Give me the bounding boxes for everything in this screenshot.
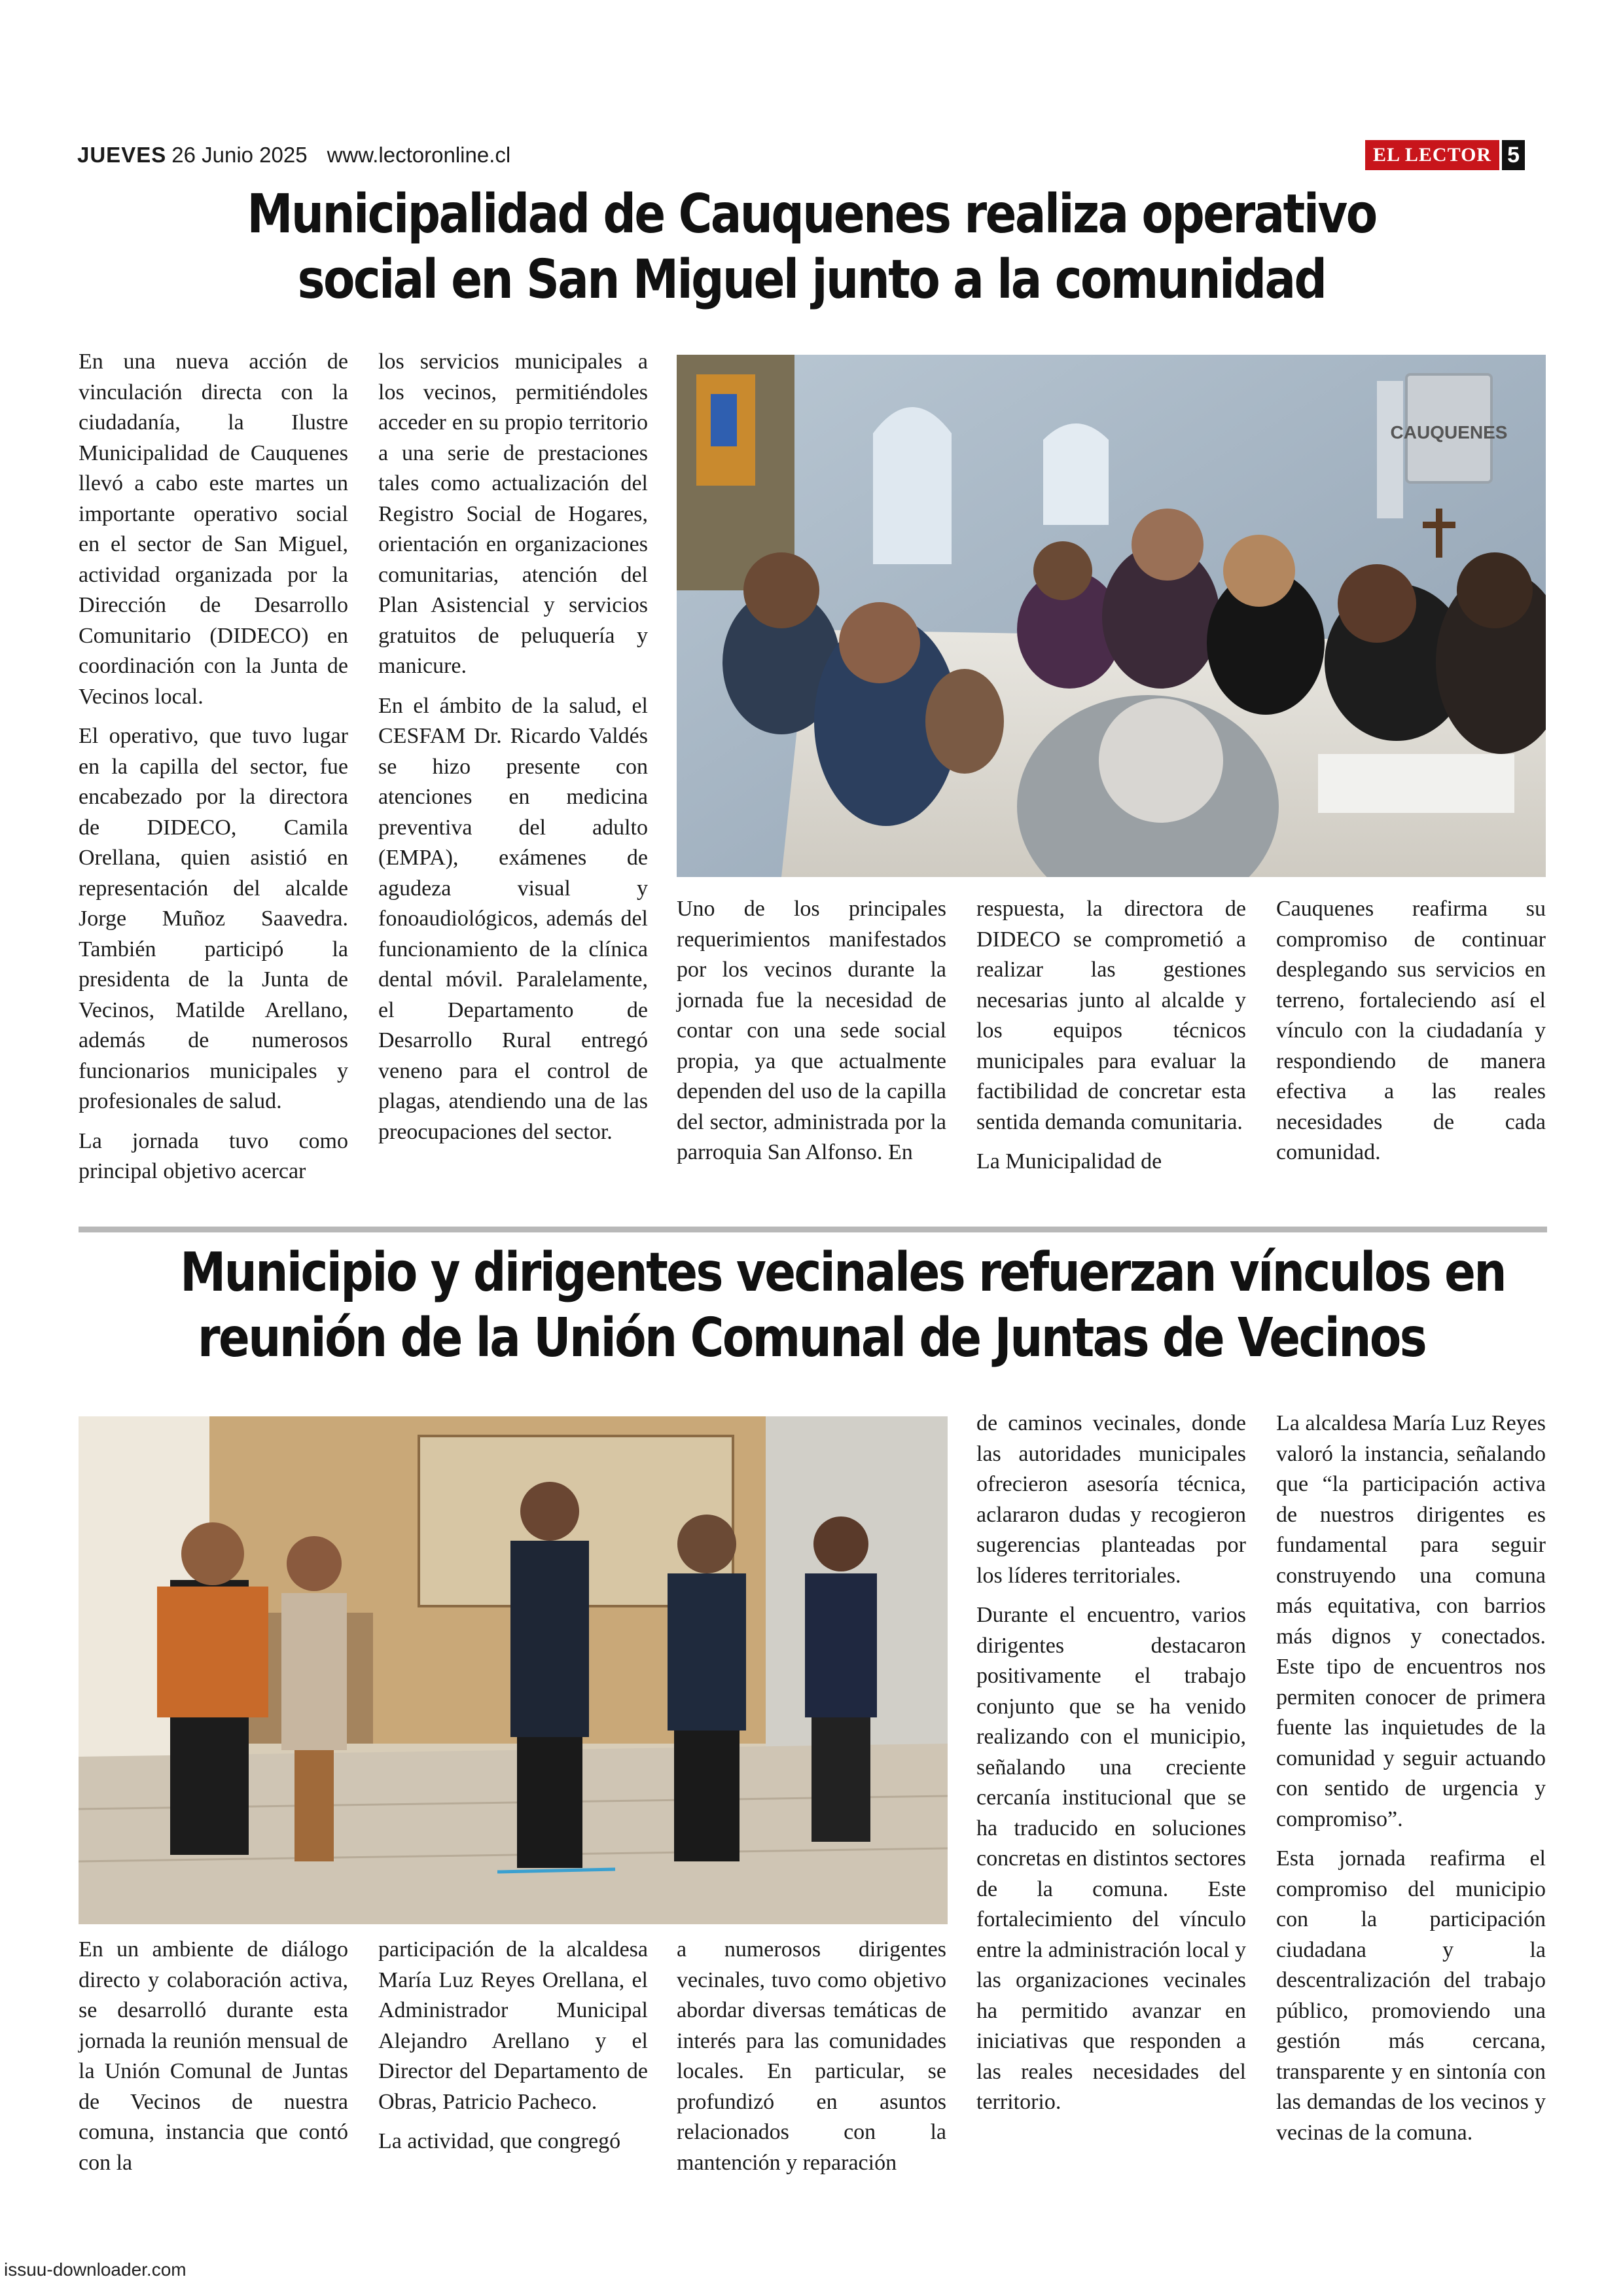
paragraph: En una nueva acción de vinculación directa con la ciudadanía, la Ilustre Municipalidad de Cauquenes llevó a cabo este martes un importante operativo social en el sector de San Miguel, actividad organizada por la Dirección de Desarrollo Comunitario (DIDECO) en coordinación con la Junta de Vecinos local. — [79, 350, 348, 709]
article2-column-3 — [677, 1935, 946, 2187]
section-divider — [79, 1227, 1547, 1232]
paragraph: Durante el encuentro, varios dirigentes destacaron positivamente el trabajo conjunto que se ha venido realizando con el municipio, señalando una creciente cercanía institucional que se ha traducido en soluciones concretas en distintos sectores de la comuna. Este fortalecimiento del vínculo entre la administración local y las organizaciones vecinales ha permitido avanzar en iniciativas que responden a las reales necesidades del territorio. — [976, 1603, 1246, 2114]
brand-logo: EL LECTOR — [1365, 140, 1499, 170]
header-date: 26 Junio 2025 — [171, 143, 308, 167]
article2-column-2 — [378, 1935, 648, 2166]
masthead — [1365, 140, 1525, 170]
paragraph: participación de la alcaldesa María Luz Reyes Orellana, el Administrador Municipal Alejandro Arellano y el Director del Departamento de Obras, Patricio Pacheco. — [378, 1937, 648, 2114]
article2-headline-line2: reunión de la Unión Comunal de Juntas de Vecinos — [197, 1307, 1426, 1369]
article1-column-1 — [79, 347, 348, 1196]
paragraph: a numerosos dirigentes vecinales, tuvo como objetivo abordar diversas temáticas de interés para las comunidades locales. En particular, se profundizó en asuntos relacionados con la mantención y reparación — [677, 1937, 946, 2175]
article2-column-4 — [976, 1408, 1246, 2127]
article2-headline-line1: Municipio y dirigentes vecinales refuerzan vínculos en — [180, 1242, 1505, 1304]
page-header — [77, 139, 510, 171]
header-url[interactable]: www.lectoronline.cl — [327, 143, 511, 167]
page-number: 5 — [1502, 140, 1525, 170]
source-watermark: issuu-downloader.com — [4, 2259, 187, 2280]
article1-column-3 — [677, 894, 946, 1177]
union-meeting-photo — [79, 1416, 948, 1924]
community-meeting-photo — [677, 355, 1546, 877]
article1-photo — [677, 355, 1546, 877]
article1-column-2 — [378, 347, 648, 1157]
header-day: JUEVES — [77, 143, 167, 167]
paragraph: El operativo, que tuvo lugar en la capilla del sector, fue encabezado por la directora de DIDECO, Camila Orellana, quien asistió en representación del alcalde Jorge Muñoz Saavedra. También participó la presidenta de la Junta de Vecinos, Matilde Arellano, además de numerosos funcionarios municipales y profesionales de salud. — [79, 724, 348, 1113]
paragraph: respuesta, la directora de DIDECO se comprometió a realizar las gestiones necesarias junto al alcalde y los equipos técnicos municipales para evaluar la factibilidad de concretar esta sentida demanda comunitaria. — [976, 897, 1246, 1134]
article1-headline-line2: social en San Miguel junto a la comunidad — [297, 249, 1326, 311]
article2-column-1 — [79, 1935, 348, 2187]
article2-photo — [79, 1416, 948, 1924]
paragraph: Uno de los principales requerimientos manifestados por los vecinos durante la jornada fue la necesidad de contar con una sede social propia, ya que actualmente dependen del uso de la capilla del sector, administrada por la parroquia San Alfonso. En — [677, 897, 946, 1164]
paragraph: de caminos vecinales, donde las autoridades municipales ofrecieron asesoría técnica, aclararon dudas y recogieron sugerencias planteadas por los líderes territoriales. — [976, 1411, 1246, 1588]
article1-headline-line1: Municipalidad de Cauquenes realiza operativo — [247, 183, 1376, 245]
article1-column-5 — [1276, 894, 1546, 1177]
paragraph: los servicios municipales a los vecinos, permitiéndoles acceder en su propio territorio a una serie de prestaciones tales como actualización del Registro Social de Hogares, orientación en organizaciones comunitarias, atención del Plan Asistencial y servicios gratuitos de peluquería y manicure. — [378, 350, 648, 678]
article1-headline — [180, 182, 1443, 313]
article1-column-4 — [976, 894, 1246, 1187]
article2-column-5 — [1276, 1408, 1546, 2157]
paragraph: En un ambiente de diálogo directo y colaboración activa, se desarrolló durante esta jornada la reunión mensual de la Unión Comunal de Juntas de Vecinos de nuestra comuna, instancia que contó con la — [79, 1937, 348, 2175]
paragraph: La actividad, que congregó — [378, 2129, 621, 2153]
photo-watermark: CAUQUENES — [1390, 422, 1508, 442]
paragraph: La jornada tuvo como principal objetivo acercar — [79, 1128, 348, 1183]
paragraph: La alcaldesa María Luz Reyes valoró la instancia, señalando que “la participación activa de nuestros dirigentes es fundamental para seguir construyendo una comuna más equitativa, con barrios más dignos y conectados. Este tipo de encuentros nos permiten conocer de primera fuente las inquietudes de la comunidad y seguir actuando con sentido de urgencia y compromiso”. — [1276, 1411, 1546, 1831]
paragraph: La Municipalidad de — [976, 1149, 1162, 1174]
paragraph: En el ámbito de la salud, el CESFAM Dr. Ricardo Valdés se hizo presente con atenciones en medicina preventiva del adulto (EMPA), exámenes de agudeza visual y fonoaudiológicos, además del funcionamiento de la clínica dental móvil. Paralelamente, el Departamento de Desarrollo Rural entregó veneno para el control de plagas, atendiendo una de las preocupaciones del sector. — [378, 693, 648, 1144]
article2-headline — [180, 1240, 1505, 1371]
paragraph: Esta jornada reafirma el compromiso del municipio con la participación ciudadana y la descentralización del trabajo público, promoviendo una gestión más cercana, transparente y en sintonía con las demandas de los vecinos y vecinas de la comuna. — [1276, 1846, 1546, 2145]
paragraph: Cauquenes reafirma su compromiso de continuar desplegando sus servicios en terreno, fortaleciendo así el vínculo con la ciudadanía y respondiendo de manera efectiva a las reales necesidades de cada comunidad. — [1276, 897, 1546, 1164]
